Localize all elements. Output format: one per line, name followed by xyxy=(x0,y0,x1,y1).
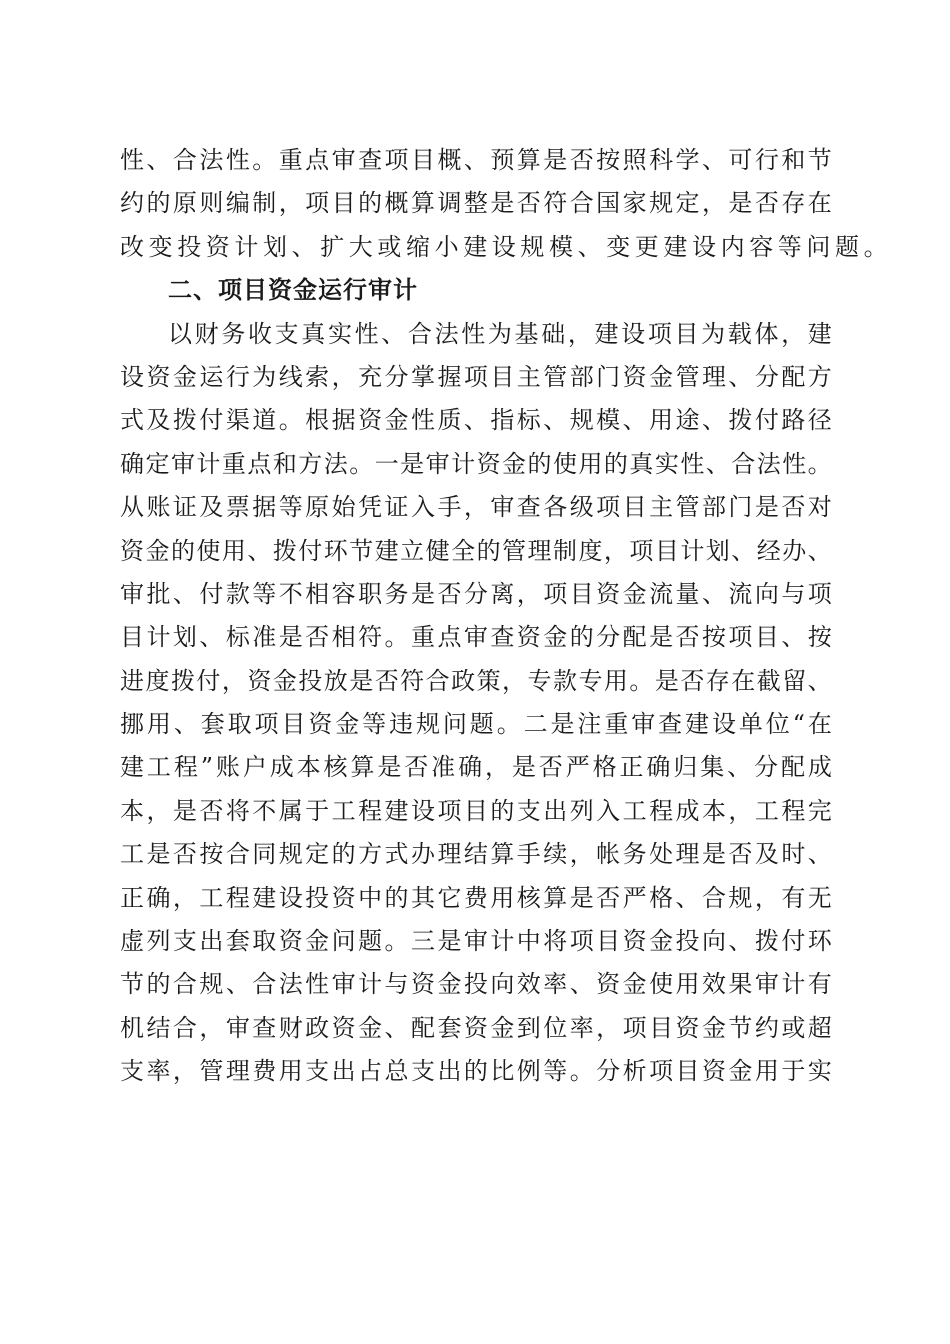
body-line: 虚 列 支 出 套 取 资 金 问 题 。 三 是 审 计 中 将 项 目 资 金 投 向 、 拨 付 环 xyxy=(120,927,832,956)
body-line: 建 工 程 ” 账 户 成 本 核 算 是 否 准 确 ， 是 否 严 格 正 确 归 集 、 分 配 成 xyxy=(120,753,832,782)
body-line: 节 的 合 规 、 合 法 性 审 计 与 资 金 投 向 效 率 、 资 金 使 用 效 果 审 计 有 xyxy=(120,970,832,999)
document-body xyxy=(120,139,893,1094)
body-line: 本 ， 是 否 将 不 属 于 工 程 建 设 项 目 的 支 出 列 入 工 程 成 本 ， 工 程 完 xyxy=(120,796,832,825)
paragraph-first-line: 以 财 务 收 支 真 实 性 、 合 法 性 为 基 础 ， 建 设 项 目 为 载 体 ， 建 xyxy=(168,319,832,348)
body-line: 工 是 否 按 合 同 规 定 的 方 式 办 理 结 算 手 续 ， 帐 务 处 理 是 否 及 时 、 xyxy=(120,840,832,869)
body-line: 性 、 合 法 性 。 重 点 审 查 项 目 概 、 预 算 是 否 按 照 科 学 、 可 行 和 节 xyxy=(120,146,832,174)
body-line: 进 度 拨 付 ， 资 金 投 放 是 否 符 合 政 策 ， 专 款 专 用 。 是 否 存 在 截 留 、 xyxy=(120,666,832,695)
section-heading: 二、项目资金运行审计 xyxy=(168,276,418,305)
body-line: 确 定 审 计 重 点 和 方 法 。 一 是 审 计 资 金 的 使 用 的 真 实 性 、 合 法 性 。 xyxy=(120,449,832,478)
body-line: 支 率 ， 管 理 费 用 支 出 占 总 支 出 的 比 例 等 。 分 析 项 目 资 金 用 于 实 xyxy=(120,1057,832,1086)
body-line: 目 计 划 、 标 准 是 否 相 符 。 重 点 审 查 资 金 的 分 配 是 否 按 项 目 、 按 xyxy=(120,623,832,652)
body-line: 审 批 、 付 款 等 不 相 容 职 务 是 否 分 离 ， 项 目 资 金 流 量 、 流 向 与 项 xyxy=(120,579,832,608)
body-line: 挪 用 、 套 取 项 目 资 金 等 违 规 问 题 。 二 是 注 重 审 查 建 设 单 位 “ 在 xyxy=(120,710,832,739)
body-line: 式 及 拨 付 渠 道 。 根 据 资 金 性 质 、 指 标 、 规 模 、 用 途 、 拨 付 路 径 xyxy=(120,406,832,435)
body-line: 从 账 证 及 票 据 等 原 始 凭 证 入 手 ， 审 查 各 级 项 目 主 管 部 门 是 否 对 xyxy=(120,493,832,522)
body-line: 正 确 ， 工 程 建 设 投 资 中 的 其 它 费 用 核 算 是 否 严 格 、 合 规 ， 有 无 xyxy=(120,883,832,912)
body-line: 资 金 的 使 用 、 拨 付 环 节 建 立 健 全 的 管 理 制 度 ， 项 目 计 划 、 经 办 、 xyxy=(120,536,832,565)
body-line: 改变投资计划、扩大或缩小建设规模、变更建设内容等问题。 xyxy=(120,232,893,261)
body-line: 机 结 合 ， 审 查 财 政 资 金 、 配 套 资 金 到 位 率 ， 项 目 资 金 节 约 或 超 xyxy=(120,1013,832,1042)
body-line: 约 的 原 则 编 制 ， 项 目 的 概 算 调 整 是 否 符 合 国 家 规 定 ， 是 否 存 在 xyxy=(120,189,832,218)
body-line: 设 资 金 运 行 为 线 索 ， 充 分 掌 握 项 目 主 管 部 门 资 金 管 理 、 分 配 方 xyxy=(120,362,832,391)
